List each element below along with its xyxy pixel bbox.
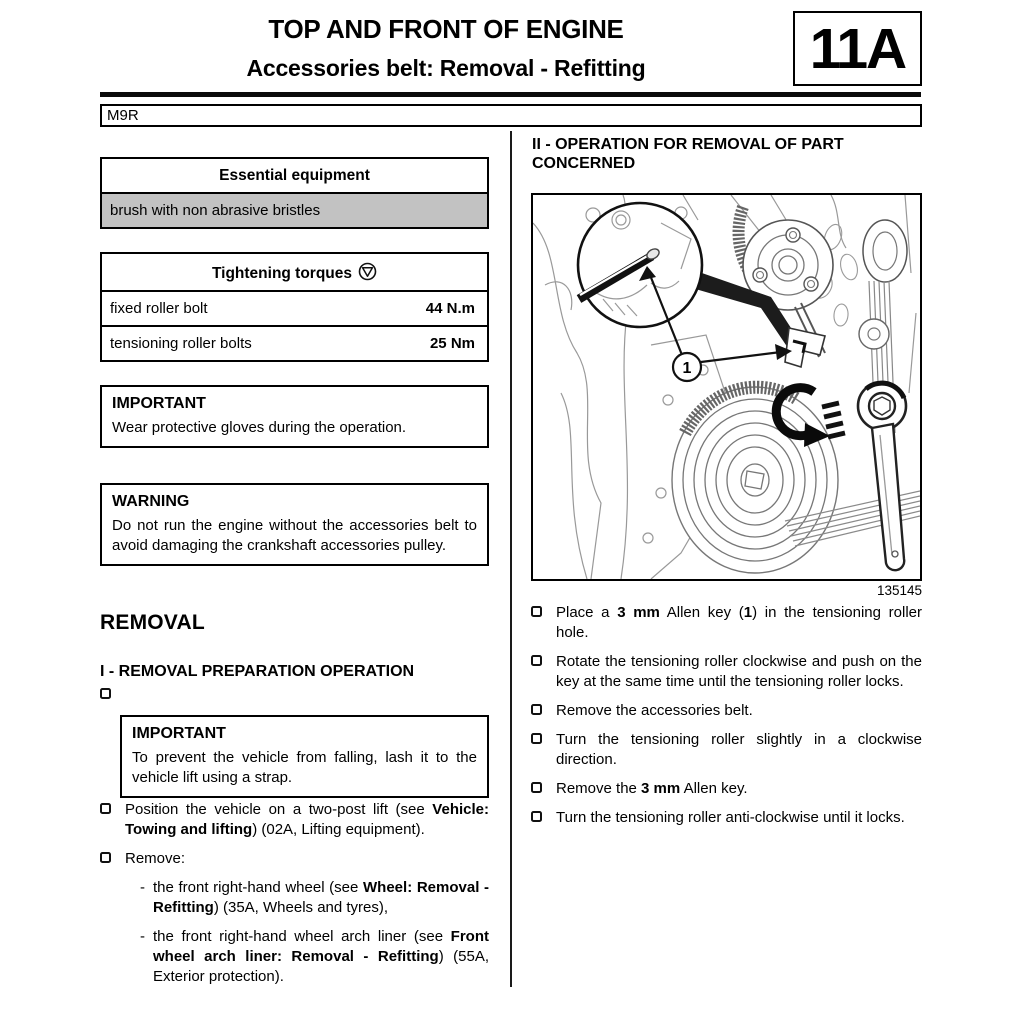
sub-step-item: [140, 878, 489, 918]
important-text: To prevent the vehicle from falling, lash it to the vehicle lift using a strap.: [132, 749, 477, 786]
crankshaft-pulley: [672, 387, 838, 573]
table-row: [102, 325, 487, 360]
step-item: [100, 849, 489, 869]
left-column: [100, 130, 489, 1010]
engine-figure-illustration: [533, 195, 920, 579]
magnifier-circle: [578, 203, 702, 327]
sub-step-text: the front right-hand wheel arch liner (see Front wheel arch liner: Removal - Refitting) (55A, Exterior protection).: [153, 928, 490, 985]
step-item: [531, 603, 922, 643]
tensioner-bracket: [785, 328, 825, 367]
step-text: Remove the 3 mm Allen key.: [556, 780, 748, 797]
essential-equipment-table: [100, 157, 489, 229]
step-item: [100, 800, 489, 840]
step-text: Rotate the tensioning roller clockwise and push on the key at the same time until the tensioning roller locks.: [556, 653, 922, 690]
important-box-1: [100, 385, 489, 448]
removal-preparation-steps: [100, 800, 489, 987]
torque-symbol-icon: [358, 262, 377, 281]
equipment-item: brush with non abrasive bristles: [110, 202, 321, 219]
chapter-code: 11A: [809, 16, 906, 81]
page-title: TOP AND FRONT OF ENGINE: [268, 14, 624, 44]
checkbox-bullet-icon: [100, 852, 111, 863]
step-item: [531, 652, 922, 692]
section-1-heading: I - REMOVAL PREPARATION OPERATION: [100, 663, 415, 680]
torque-value: 44 N.m: [425, 300, 475, 317]
torque-label: tensioning roller bolts: [110, 335, 252, 352]
torque-label: fixed roller bolt: [110, 300, 208, 317]
checkbox-bullet-icon: [100, 803, 111, 814]
checkbox-bullet-icon: [531, 704, 542, 715]
figure-number: 135145: [876, 583, 922, 598]
step-text: Position the vehicle on a two-post lift (see Vehicle: Towing and lifting) (02A, Lifting equipment).: [125, 801, 489, 838]
step-item: [531, 701, 922, 721]
warning-box: [100, 483, 489, 566]
tightening-torques-table: [100, 252, 489, 362]
checkbox-bullet-icon: [531, 655, 542, 666]
engine-figure: [531, 193, 922, 581]
engine-code-box: [100, 104, 922, 127]
section-2-heading: II - OPERATION FOR REMOVAL OF PART CONCERNED: [532, 136, 844, 172]
table-row: [102, 194, 487, 227]
torque-value: 25 Nm: [429, 335, 475, 352]
checkbox-bullet-icon: [531, 811, 542, 822]
step-item: [531, 779, 922, 799]
important-title: IMPORTANT: [112, 395, 206, 412]
important-title: IMPORTANT: [132, 725, 226, 742]
sub-step-item: [140, 927, 489, 987]
checkbox-bullet-icon: [531, 782, 542, 793]
tightening-torques-label: Tightening torques: [211, 265, 353, 282]
step-text: Turn the tensioning roller slightly in a clockwise direction.: [556, 731, 922, 768]
essential-equipment-header: Essential equipment: [102, 159, 487, 194]
page-header: [100, 14, 792, 82]
callout-number: 1: [682, 360, 692, 377]
engine-code: M9R: [107, 107, 139, 124]
removal-heading: REMOVAL: [100, 611, 205, 634]
header-rule: [100, 92, 921, 97]
dash-bullet: -: [140, 879, 145, 896]
dash-bullet: -: [140, 928, 145, 945]
step-text: Remove:: [125, 850, 186, 867]
step-item: [531, 808, 922, 828]
page-subtitle: Accessories belt: Removal - Refitting: [246, 55, 646, 81]
warning-title: WARNING: [112, 493, 190, 510]
chapter-code-box: [793, 11, 922, 86]
tightening-torques-header: [102, 254, 487, 292]
checkbox-bullet-icon: [100, 688, 111, 699]
checkbox-bullet-icon: [531, 606, 542, 617]
step-text: Place a 3 mm Allen key (1) in the tensioning roller hole.: [556, 604, 922, 641]
warning-text: Do not run the engine without the accessories belt to avoid damaging the crankshaft accessories pulley.: [112, 517, 477, 554]
column-divider: [510, 131, 512, 987]
wrench: [858, 382, 906, 570]
table-row: [102, 292, 487, 325]
important-text: Wear protective gloves during the operation.: [112, 419, 407, 436]
checkbox-bullet-icon: [531, 733, 542, 744]
important-box-2: [120, 715, 489, 798]
right-column: [531, 130, 922, 1010]
step-text: Remove the accessories belt.: [556, 702, 753, 719]
step-text: Turn the tensioning roller anti-clockwise until it locks.: [556, 809, 905, 826]
removal-operation-steps: [531, 603, 922, 837]
sub-step-text: the front right-hand wheel (see Wheel: Removal - Refitting) (35A, Wheels and tyres),: [153, 879, 489, 916]
step-item: [531, 730, 922, 770]
